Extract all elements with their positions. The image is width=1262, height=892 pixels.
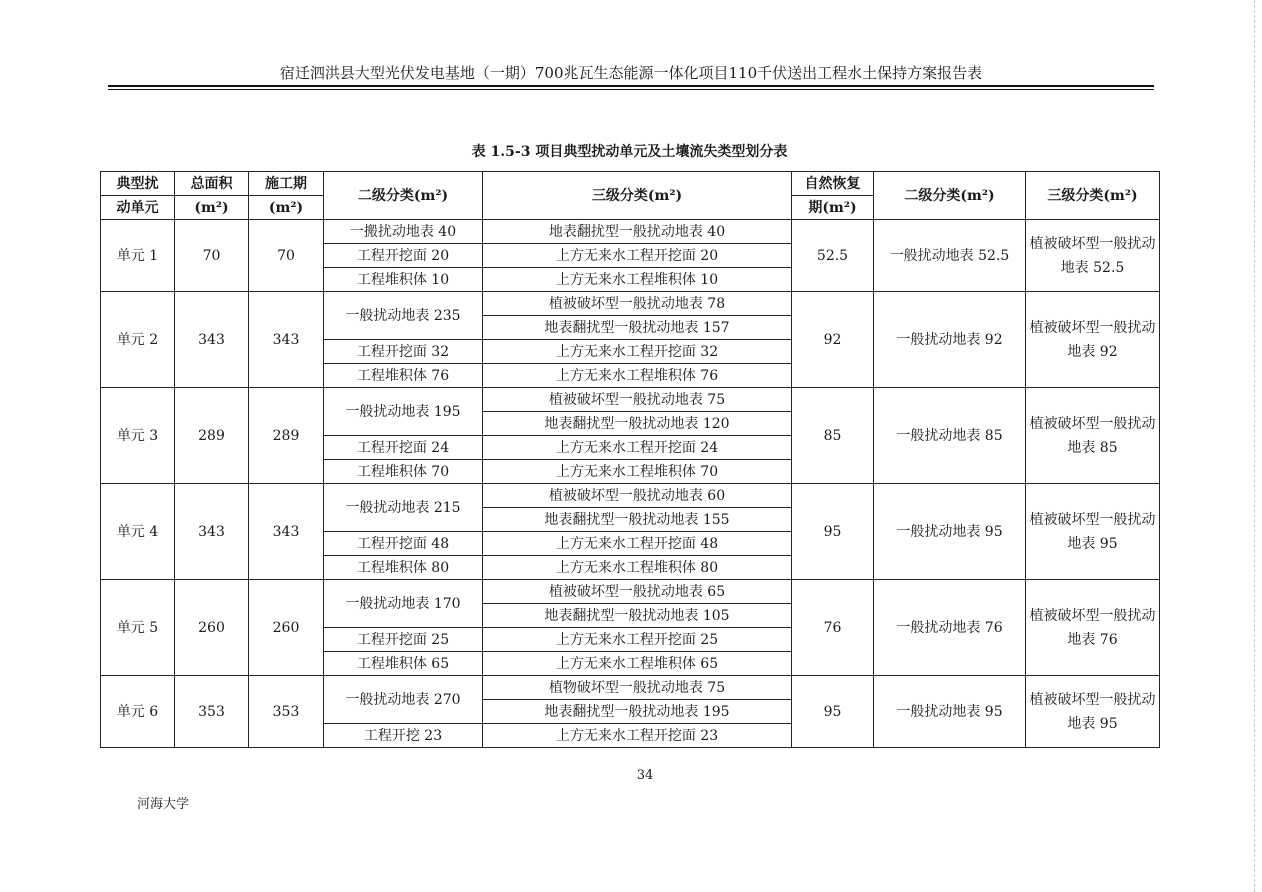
level2-cell: 工程堆积体 65 <box>324 652 483 676</box>
unit-name: 单元 5 <box>101 580 175 676</box>
header-area-line1: 总面积 <box>175 172 249 196</box>
level2-cell: 工程堆积体 80 <box>324 556 483 580</box>
level3-cell: 上方无来水工程开挖面 48 <box>483 532 792 556</box>
unit-construction-area: 353 <box>249 676 324 748</box>
header-recovery-line2: 期(m²) <box>792 196 874 220</box>
level3-cell: 地表翻扰型一般扰动地表 157 <box>483 316 792 340</box>
recovery-level2: 一般扰动地表 85 <box>874 388 1026 484</box>
recovery-level3: 植被破坏型一般扰动地表 85 <box>1026 388 1160 484</box>
level3-cell: 上方无来水工程堆积体 76 <box>483 364 792 388</box>
recovery-level3: 植被破坏型一般扰动地表 52.5 <box>1026 220 1160 292</box>
unit-total-area: 343 <box>175 484 249 580</box>
level3-cell: 上方无来水工程开挖面 23 <box>483 724 792 748</box>
unit-construction-area: 260 <box>249 580 324 676</box>
level3-cell: 上方无来水工程开挖面 25 <box>483 628 792 652</box>
unit-name: 单元 3 <box>101 388 175 484</box>
recovery-area: 76 <box>792 580 874 676</box>
header-unit-line1: 典型扰 <box>101 172 175 196</box>
recovery-level2: 一般扰动地表 76 <box>874 580 1026 676</box>
recovery-area: 95 <box>792 676 874 748</box>
header-construction-line1: 施工期 <box>249 172 324 196</box>
level2-cell: 工程开挖面 24 <box>324 436 483 460</box>
page-edge-line <box>1254 0 1255 892</box>
disturbance-unit-table <box>100 171 1160 748</box>
recovery-level3: 植被破坏型一般扰动地表 92 <box>1026 292 1160 388</box>
level2-cell: 工程堆积体 70 <box>324 460 483 484</box>
recovery-area: 52.5 <box>792 220 874 292</box>
level3-cell: 植被破坏型一般扰动地表 78 <box>483 292 792 316</box>
recovery-area: 85 <box>792 388 874 484</box>
recovery-level3: 植被破坏型一般扰动地表 76 <box>1026 580 1160 676</box>
table-row <box>101 580 1160 604</box>
unit-construction-area: 289 <box>249 388 324 484</box>
table-row <box>101 388 1160 412</box>
level2-cell: 工程堆积体 10 <box>324 268 483 292</box>
unit-total-area: 289 <box>175 388 249 484</box>
header-rule-thin <box>108 89 1154 90</box>
recovery-level3: 植被破坏型一般扰动地表 95 <box>1026 676 1160 748</box>
recovery-level2: 一般扰动地表 95 <box>874 676 1026 748</box>
level2-cell: 工程开挖面 32 <box>324 340 483 364</box>
level3-cell: 地表翻扰型一般扰动地表 40 <box>483 220 792 244</box>
table-row <box>101 676 1160 700</box>
level2-cell: 工程开挖 23 <box>324 724 483 748</box>
recovery-level3: 植被破坏型一般扰动地表 95 <box>1026 484 1160 580</box>
level2-group-cell: 一般扰动地表 270 <box>324 676 483 724</box>
level3-cell: 上方无来水工程开挖面 32 <box>483 340 792 364</box>
level3-cell: 上方无来水工程开挖面 24 <box>483 436 792 460</box>
level2-group-cell: 一般扰动地表 170 <box>324 580 483 628</box>
unit-total-area: 70 <box>175 220 249 292</box>
level3-cell: 植物破坏型一般扰动地表 75 <box>483 676 792 700</box>
table-caption: 表 1.5-3 项目典型扰动单元及土壤流失类型划分表 <box>471 144 788 160</box>
level3-cell: 地表翻扰型一般扰动地表 195 <box>483 700 792 724</box>
header-recovery-line1: 自然恢复 <box>792 172 874 196</box>
unit-total-area: 343 <box>175 292 249 388</box>
header-unit-line2: 动单元 <box>101 196 175 220</box>
unit-construction-area: 343 <box>249 484 324 580</box>
unit-name: 单元 1 <box>101 220 175 292</box>
footer-organization: 河海大学 <box>137 797 190 812</box>
table-row <box>101 220 1160 244</box>
level3-cell: 地表翻扰型一般扰动地表 105 <box>483 604 792 628</box>
page-number: 34 <box>636 768 654 783</box>
header-level2: 二级分类(m²) <box>324 172 483 220</box>
level2-cell: 工程开挖面 25 <box>324 628 483 652</box>
level2-cell: 一搬扰动地表 40 <box>324 220 483 244</box>
level2-cell: 工程开挖面 48 <box>324 532 483 556</box>
level2-group-cell: 一般扰动地表 215 <box>324 484 483 532</box>
level3-cell: 上方无来水工程堆积体 80 <box>483 556 792 580</box>
unit-construction-area: 343 <box>249 292 324 388</box>
level3-cell: 上方无来水工程堆积体 65 <box>483 652 792 676</box>
header-level3: 三级分类(m²) <box>483 172 792 220</box>
level3-cell: 植被破坏型一般扰动地表 65 <box>483 580 792 604</box>
level3-cell: 上方无来水工程堆积体 70 <box>483 460 792 484</box>
level3-cell: 植被破坏型一般扰动地表 60 <box>483 484 792 508</box>
level2-cell: 工程堆积体 76 <box>324 364 483 388</box>
level3-cell: 地表翻扰型一般扰动地表 120 <box>483 412 792 436</box>
recovery-level2: 一般扰动地表 92 <box>874 292 1026 388</box>
level2-group-cell: 一般扰动地表 235 <box>324 292 483 340</box>
unit-construction-area: 70 <box>249 220 324 292</box>
header-rule <box>108 85 1154 87</box>
level3-cell: 地表翻扰型一般扰动地表 155 <box>483 508 792 532</box>
header-construction-line2: (m²) <box>249 196 324 220</box>
recovery-level2: 一般扰动地表 95 <box>874 484 1026 580</box>
report-header-title: 宿迁泗洪县大型光伏发电基地（一期）700兆瓦生态能源一体化项目110千伏送出工程水土保持方案报告表 <box>279 64 983 82</box>
unit-name: 单元 4 <box>101 484 175 580</box>
level3-cell: 上方无来水工程开挖面 20 <box>483 244 792 268</box>
unit-name: 单元 2 <box>101 292 175 388</box>
header-recovery-level3: 三级分类(m²) <box>1026 172 1160 220</box>
table-row <box>101 484 1160 508</box>
header-recovery-level2: 二级分类(m²) <box>874 172 1026 220</box>
unit-name: 单元 6 <box>101 676 175 748</box>
unit-total-area: 353 <box>175 676 249 748</box>
recovery-area: 92 <box>792 292 874 388</box>
recovery-area: 95 <box>792 484 874 580</box>
level2-cell: 工程开挖面 20 <box>324 244 483 268</box>
level3-cell: 植被破坏型一般扰动地表 75 <box>483 388 792 412</box>
header-area-line2: (m²) <box>175 196 249 220</box>
recovery-level2: 一般扰动地表 52.5 <box>874 220 1026 292</box>
unit-total-area: 260 <box>175 580 249 676</box>
level2-group-cell: 一般扰动地表 195 <box>324 388 483 436</box>
level3-cell: 上方无来水工程堆积体 10 <box>483 268 792 292</box>
table-row <box>101 292 1160 316</box>
